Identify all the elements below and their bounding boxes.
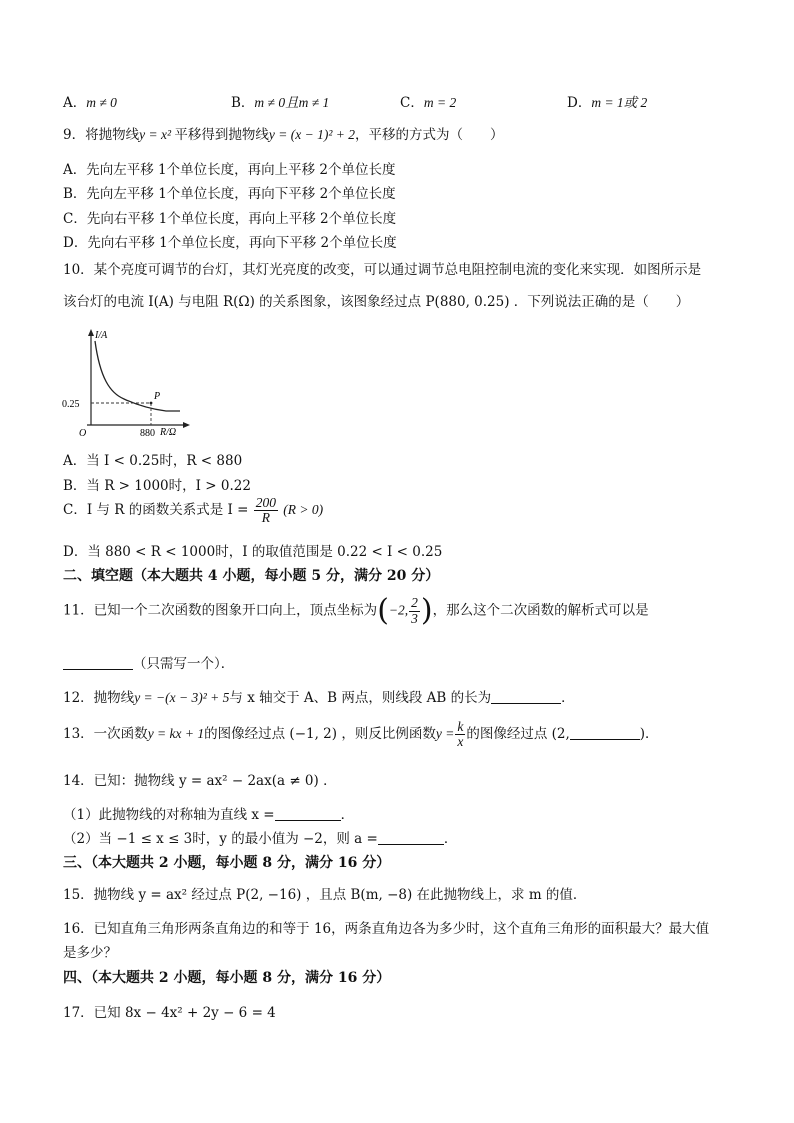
q14-part-1: （1）此抛物线的对称轴为直线 x = ． xyxy=(63,807,355,823)
x-axis-arrow xyxy=(183,422,190,428)
section-2-heading: 二、填空题（本大题共 4 小题，每小题 5 分，满分 20 分） xyxy=(63,568,440,584)
q13-stem: 13．一次函数y = kx + 1的图像经过点 (−1, 2) ，则反比例函数y = $\frac{k}{x}$ 的图像经过点 (2, )． xyxy=(63,719,659,750)
q9-option-a: A．先向左平移 1个单位长度，再向上平移 2个单位长度 xyxy=(63,162,396,178)
q8-option-c: C．m = 2 xyxy=(400,95,457,111)
q12-answer-blank[interactable] xyxy=(491,689,561,704)
fraction-2-over-3: $\frac{2}{3}$ xyxy=(411,595,418,626)
hyperbola-curve xyxy=(95,341,180,411)
q11-stem: 11．已知一个二次函数的图象开口向上，顶点坐标为(−2, $\frac{2}{3}$ )，那么这个二次函数的解析式可以是 xyxy=(63,593,649,628)
q9-option-c: C．先向右平移 1个单位长度，再向上平移 2个单位长度 xyxy=(63,211,397,227)
q9-option-b: B．先向左平移 1个单位长度，再向下平移 2个单位长度 xyxy=(63,186,396,202)
point-p xyxy=(150,402,153,405)
q13-answer-blank[interactable] xyxy=(570,725,640,740)
q11-answer-line: （只需写一个）． xyxy=(63,652,234,672)
q8-option-d: D．m = 1或 2 xyxy=(567,95,648,111)
q14-part-1-blank[interactable] xyxy=(275,806,341,821)
q15-stem: 15．抛物线 y = ax² 经过点 P(2, −16) ，且点 B(m, −8) 在此抛物线上，求 m 的值． xyxy=(63,887,587,903)
q14-stem: 14．已知：抛物线 y = ax² − 2ax(a ≠ 0) ． xyxy=(63,773,337,789)
q9-stem: 9．将抛物线y = x² 平移得到抛物线y = (x − 1)² + 2，平移的方式为（ ） xyxy=(63,127,504,143)
q12-stem: 12．抛物线y = −(x − 3)² + 5与 x 轴交于 A、B 两点，则线段 AB 的长为 ． xyxy=(63,690,575,706)
point-p-label: P xyxy=(154,391,161,402)
q16-stem-line1: 16．已知直角三角形两条直角边的和等于 16，两条直角边各为多少时，这个直角三角形的面积最大？最大值 xyxy=(63,921,710,937)
fraction-k-over-x: $\frac{k}{x}$ xyxy=(457,719,464,750)
q10-option-d: D．当 880 < R < 1000时，I 的取值范围是 0.22 < I < 0.25 xyxy=(63,544,443,560)
q8-option-b: B．m ≠ 0且m ≠ 1 xyxy=(231,95,330,111)
y-tick-label: 0.25 xyxy=(62,399,80,410)
q17-stem: 17．已知 8x − 4x² + 2y − 6 = 4 xyxy=(63,1005,276,1021)
q10-option-b: B．当 R > 1000时，I > 0.22 xyxy=(63,478,251,494)
q10-stem-line1: 10．某个亮度可调节的台灯，其灯光亮度的改变，可以通过调节总电阻控制电流的变化来实现．如图所示是 xyxy=(63,262,702,278)
q11-answer-blank[interactable] xyxy=(63,655,133,670)
x-axis-label: R/Ω xyxy=(160,427,177,438)
origin-label: O xyxy=(79,428,87,438)
y-axis-arrow xyxy=(88,329,94,336)
fraction-200-over-r: $\frac{200}{R}$ xyxy=(255,495,276,526)
current-resistance-graph xyxy=(62,323,192,438)
q10-option-a: A．当 I < 0.25时，R < 880 xyxy=(63,453,243,469)
q10-option-c: C．I 与 R 的函数关系式是 I = $\frac{200}{R}$ (R > 0) xyxy=(63,495,324,526)
q14-part-2-blank[interactable] xyxy=(378,830,444,845)
q8-option-a: A．m ≠ 0 xyxy=(63,95,117,111)
q16-stem-line2: 是多少？ xyxy=(63,945,117,961)
section-4-heading: 四、（本大题共 2 小题，每小题 8 分，满分 16 分） xyxy=(63,970,391,986)
y-axis-label: I/A xyxy=(95,330,108,341)
q14-part-2: （2）当 −1 ≤ x ≤ 3时，y 的最小值为 −2，则 a = ． xyxy=(63,831,458,847)
x-tick-label: 880 xyxy=(140,428,155,438)
q9-option-d: D．先向右平移 1个单位长度，再向下平移 2个单位长度 xyxy=(63,235,397,251)
q10-stem-line2: 该台灯的电流 I(A) 与电阻 R(Ω) 的关系图象，该图象经过点 P(880, 0.25) ．下列说法正确的是（ ） xyxy=(63,294,690,310)
section-3-heading: 三、（本大题共 2 小题，每小题 8 分，满分 16 分） xyxy=(63,855,391,871)
